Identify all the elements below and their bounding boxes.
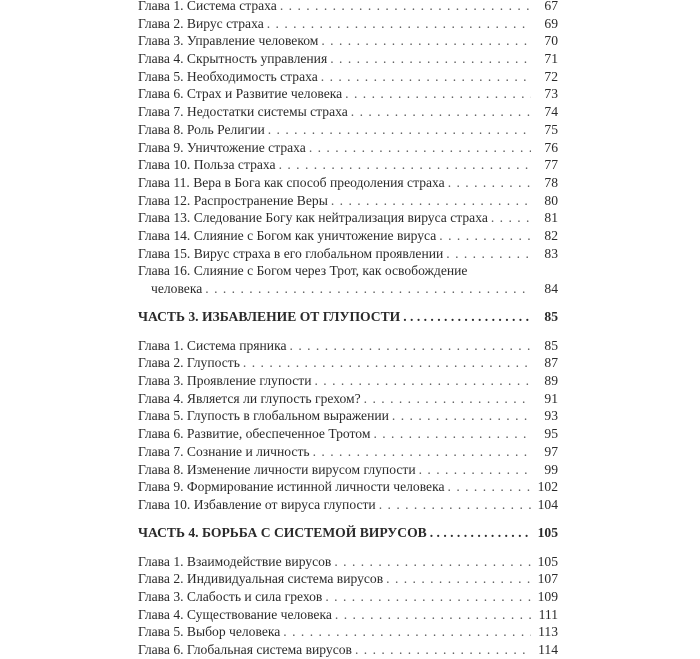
chapter-title: Глава 1. Взаимодействие вирусов bbox=[138, 553, 332, 569]
chapter-title-continuation: человека bbox=[151, 281, 203, 296]
chapter-title: Глава 10. Польза страха bbox=[138, 157, 276, 173]
leader-dots bbox=[491, 209, 531, 227]
toc-entry bbox=[138, 103, 558, 121]
page-number: 111 bbox=[538, 606, 558, 622]
section3-chapter-list bbox=[138, 337, 558, 514]
toc-entry bbox=[138, 68, 558, 86]
toc-entry-continuation bbox=[138, 280, 558, 298]
chapter-title: Глава 5. Выбор человека bbox=[138, 624, 281, 640]
chapter-title: Глава 10. Избавление от вируса глупости bbox=[138, 496, 376, 512]
leader-dots bbox=[321, 68, 531, 86]
toc-entry bbox=[138, 15, 558, 33]
toc-entry bbox=[138, 50, 558, 68]
page-number: 107 bbox=[537, 571, 558, 587]
leader-dots bbox=[325, 588, 531, 606]
leader-dots bbox=[403, 307, 531, 327]
page-number: 91 bbox=[544, 390, 558, 406]
chapter-title: Глава 7. Сознание и личность bbox=[138, 443, 310, 459]
leader-dots bbox=[386, 570, 531, 588]
leader-dots bbox=[330, 50, 531, 68]
leader-dots bbox=[351, 103, 531, 121]
page-number: 83 bbox=[544, 245, 558, 261]
page-number: 69 bbox=[544, 15, 558, 31]
leader-dots bbox=[334, 553, 531, 571]
leader-dots bbox=[283, 623, 531, 641]
page-number: 97 bbox=[544, 443, 558, 459]
leader-dots bbox=[243, 354, 531, 372]
chapter-title: Глава 12. Распространение Веры bbox=[138, 192, 328, 208]
toc-entry bbox=[138, 372, 558, 390]
page-number: 76 bbox=[544, 139, 558, 155]
part-heading bbox=[138, 523, 558, 543]
spacer bbox=[138, 543, 558, 553]
chapter-title: Глава 7. Недостатки системы страха bbox=[138, 104, 348, 120]
spacer bbox=[138, 298, 558, 307]
chapter-title: Глава 4. Существование человека bbox=[138, 606, 332, 622]
chapter-title: Глава 1. Система страха bbox=[138, 0, 277, 13]
toc-entry bbox=[138, 407, 558, 425]
chapter-title: Глава 5. Необходимость страха bbox=[138, 68, 318, 84]
toc-entry bbox=[138, 496, 558, 514]
page-number: 71 bbox=[544, 51, 558, 67]
page-number: 70 bbox=[544, 33, 558, 49]
page-number: 113 bbox=[538, 624, 558, 640]
page-number: 105 bbox=[537, 553, 558, 569]
chapter-title: Глава 4. Скрытность управления bbox=[138, 51, 328, 67]
page-number: 93 bbox=[544, 408, 558, 424]
toc-entry bbox=[138, 156, 558, 174]
toc-entry bbox=[138, 623, 558, 641]
chapter-title: Глава 6. Развитие, обеспеченное Тротом bbox=[138, 426, 371, 442]
page-number: 95 bbox=[544, 426, 558, 442]
leader-dots bbox=[315, 372, 532, 390]
chapter-title: Глава 16. Слияние с Богом через Трот, как освобождение bbox=[138, 263, 468, 279]
chapter-title: Глава 8. Изменение личности вирусом глупости bbox=[138, 461, 416, 477]
page-number: 109 bbox=[537, 588, 558, 604]
leader-dots bbox=[345, 85, 531, 103]
toc-entry bbox=[138, 121, 558, 139]
table-of-contents bbox=[138, 0, 558, 659]
chapter-title: Глава 1. Система пряника bbox=[138, 337, 287, 353]
part-heading bbox=[138, 307, 558, 327]
page-number: 80 bbox=[544, 192, 558, 208]
toc-entry bbox=[138, 443, 558, 461]
page-number: 84 bbox=[544, 281, 558, 296]
toc-entry bbox=[138, 553, 558, 571]
toc-entry bbox=[138, 262, 558, 280]
page-number: 105 bbox=[537, 524, 558, 540]
page-number: 102 bbox=[537, 479, 558, 495]
page-number: 81 bbox=[544, 210, 558, 226]
page-number: 85 bbox=[544, 337, 558, 353]
leader-dots bbox=[331, 192, 531, 210]
leader-dots bbox=[205, 280, 531, 298]
spacer bbox=[138, 327, 558, 337]
toc-entry bbox=[138, 337, 558, 355]
leader-dots bbox=[439, 227, 531, 245]
toc-entry bbox=[138, 0, 558, 15]
page-number: 104 bbox=[537, 496, 558, 512]
chapter-title: Глава 3. Управление человеком bbox=[138, 33, 319, 49]
toc-entry bbox=[138, 606, 558, 624]
page-number: 72 bbox=[544, 68, 558, 84]
page-number: 78 bbox=[544, 174, 558, 190]
chapter-title: Глава 9. Формирование истинной личности человека bbox=[138, 479, 445, 495]
leader-dots bbox=[448, 478, 531, 496]
toc-entry bbox=[138, 641, 558, 659]
leader-dots bbox=[268, 121, 531, 139]
toc-entry bbox=[138, 425, 558, 443]
page-number: 85 bbox=[544, 308, 558, 324]
toc-entry bbox=[138, 192, 558, 210]
page-number: 87 bbox=[544, 355, 558, 371]
chapter-title: Глава 3. Слабость и сила грехов bbox=[138, 588, 323, 604]
toc-entry bbox=[138, 139, 558, 157]
toc-entry bbox=[138, 478, 558, 496]
chapter-title: Глава 9. Уничтожение страха bbox=[138, 139, 306, 155]
leader-dots bbox=[280, 0, 531, 15]
toc-entry bbox=[138, 174, 558, 192]
page-number: 74 bbox=[544, 104, 558, 120]
leader-dots bbox=[267, 15, 531, 33]
chapter-title: Глава 8. Роль Религии bbox=[138, 121, 265, 137]
toc-entry bbox=[138, 85, 558, 103]
chapter-title: Глава 6. Глобальная система вирусов bbox=[138, 642, 352, 657]
chapter-title: Глава 14. Слияние с Богом как уничтожение вируса bbox=[138, 227, 437, 243]
leader-dots bbox=[309, 139, 531, 157]
section2-chapter-list bbox=[138, 0, 558, 298]
toc-entry bbox=[138, 209, 558, 227]
page-number: 99 bbox=[544, 461, 558, 477]
page-number: 77 bbox=[544, 157, 558, 173]
spacer bbox=[138, 514, 558, 523]
chapter-title: Глава 5. Глупость в глобальном выражении bbox=[138, 408, 389, 424]
page-number: 73 bbox=[544, 86, 558, 102]
page-number: 82 bbox=[544, 227, 558, 243]
leader-dots bbox=[392, 407, 531, 425]
chapter-title: Глава 15. Вирус страха в его глобальном проявлении bbox=[138, 245, 444, 261]
chapter-title: Глава 6. Страх и Развитие человека bbox=[138, 86, 343, 102]
toc-entry bbox=[138, 32, 558, 50]
page-number: 114 bbox=[538, 642, 558, 657]
leader-dots bbox=[279, 156, 531, 174]
page-number: 75 bbox=[544, 121, 558, 137]
toc-entry bbox=[138, 390, 558, 408]
toc-entry bbox=[138, 245, 558, 263]
chapter-title: Глава 11. Вера в Бога как способ преодоления страха bbox=[138, 174, 445, 190]
toc-entry bbox=[138, 227, 558, 245]
chapter-title: Глава 4. Является ли глупость грехом? bbox=[138, 390, 361, 406]
chapter-title: Глава 2. Глупость bbox=[138, 355, 240, 371]
leader-dots bbox=[446, 245, 531, 263]
leader-dots bbox=[448, 174, 531, 192]
leader-dots bbox=[321, 32, 531, 50]
leader-dots bbox=[290, 337, 531, 355]
leader-dots bbox=[430, 523, 531, 543]
leader-dots bbox=[335, 606, 531, 624]
chapter-title: Глава 13. Следование Богу как нейтрализация вируса страха bbox=[138, 210, 488, 226]
leader-dots bbox=[373, 425, 531, 443]
leader-dots bbox=[364, 390, 531, 408]
part-title: ЧАСТЬ 4. БОРЬБА С СИСТЕМОЙ ВИРУСОВ bbox=[138, 524, 427, 540]
toc-entry bbox=[138, 570, 558, 588]
chapter-title: Глава 2. Индивидуальная система вирусов bbox=[138, 571, 384, 587]
section4-chapter-list bbox=[138, 553, 558, 659]
leader-dots bbox=[419, 461, 531, 479]
leader-dots bbox=[379, 496, 531, 514]
page-number: 89 bbox=[544, 373, 558, 389]
toc-entry bbox=[138, 354, 558, 372]
chapter-title: Глава 2. Вирус страха bbox=[138, 15, 264, 31]
leader-dots bbox=[313, 443, 531, 461]
part-title: ЧАСТЬ 3. ИЗБАВЛЕНИЕ ОТ ГЛУПОСТИ bbox=[138, 308, 401, 324]
page-number: 67 bbox=[544, 0, 558, 13]
toc-entry bbox=[138, 461, 558, 479]
chapter-title: Глава 3. Проявление глупости bbox=[138, 373, 312, 389]
leader-dots bbox=[355, 641, 531, 659]
toc-entry bbox=[138, 588, 558, 606]
